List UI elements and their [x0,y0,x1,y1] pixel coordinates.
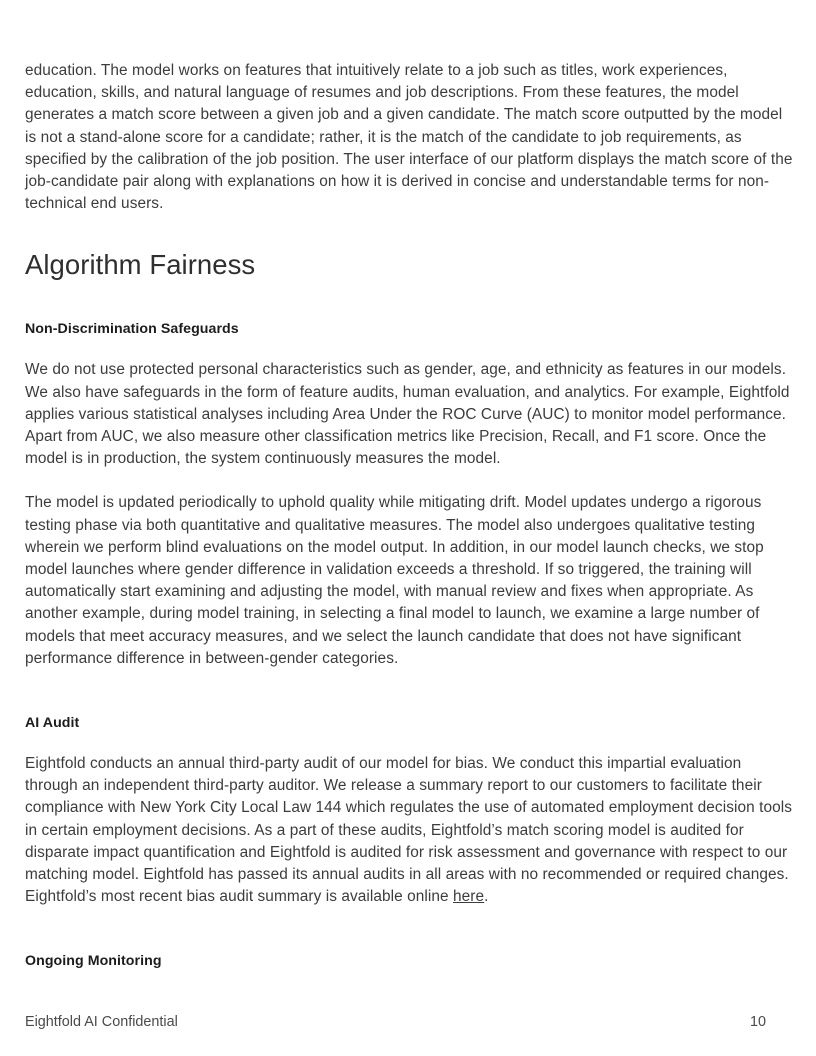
paragraph-ai-audit-text-before-link: Eightfold conducts an annual third-party audit of our model for bias. We conduct this impartial evaluation through an independent third-party auditor. We release a summary report to our customers to facilitate their compliance with New York City Local Law 144 which regulates the use of automated employment decision tools in certain employment decisions. As a part of these audits, Eightfold’s match scoring model is audited for disparate impact quantification and Eightfold is audited for risk assessment and governance with respect to our matching model. Eightfold has passed its annual audits in all areas with no recommended or required changes. Eightfold’s most recent bias audit summary is available online [25,755,792,906]
section-title-algorithm-fairness: Algorithm Fairness [25,249,256,281]
continued-paragraph: education. The model works on features that intuitively relate to a job such as titles, work experiences, education, skills, and natural language of resumes and job descriptions. From these features, the model generates a match score between a given job and a given candidate. The match score outputted by the model is not a stand-alone score for a candidate; rather, it is the match of the candidate to job requirements, as specified by the calibration of the job position. The user interface of our platform displays the match score of the job-candidate pair along with explanations on how it is derived in concise and understandable terms for non-technical end users. [25,62,793,213]
footer-page-number: 10 [749,1014,766,1030]
paragraph-ai-audit [25,753,793,908]
paragraph-non-discrimination-2: The model is updated periodically to uphold quality while mitigating drift. Model updates undergo a rigorous testing phase via both quantitative and qualitative measures. The model also undergoes qualitative testing wherein we perform blind evaluations on the model output. In addition, in our model launch checks, we stop model launches where gender difference in validation exceeds a threshold. If so triggered, the training will automatically start examining and adjusting the model, with manual review and fixes when appropriate. As another example, during model training, in selecting a final model to launch, we examine a large number of models that meet accuracy measures, and we select the launch candidate that does not have significant performance difference in between-gender categories. [25,494,764,667]
bias-audit-summary-link[interactable]: here [453,888,485,906]
page-footer [25,1012,791,1032]
footer-confidential-label: Eightfold AI Confidential [25,1014,178,1030]
paragraph-non-discrimination-1: We do not use protected personal characteristics such as gender, age, and ethnicity as features in our models. We also have safeguards in the form of feature audits, human evaluation, and analytics. For example, Eightfold applies various statistical analyses including Area Under the ROC Curve (AUC) to monitor model performance. Apart from AUC, we also measure other classification metrics like Precision, Recall, and F1 score. Once the model is in production, the system continuously measures the model. [25,361,790,468]
page-content [25,60,793,991]
paragraph-ai-audit-text-after-link: . [484,888,489,906]
subheading-ongoing-monitoring: Ongoing Monitoring [25,953,162,970]
subheading-ai-audit: AI Audit [25,715,80,732]
subheading-non-discrimination-safeguards: Non-Discrimination Safeguards [25,321,239,338]
